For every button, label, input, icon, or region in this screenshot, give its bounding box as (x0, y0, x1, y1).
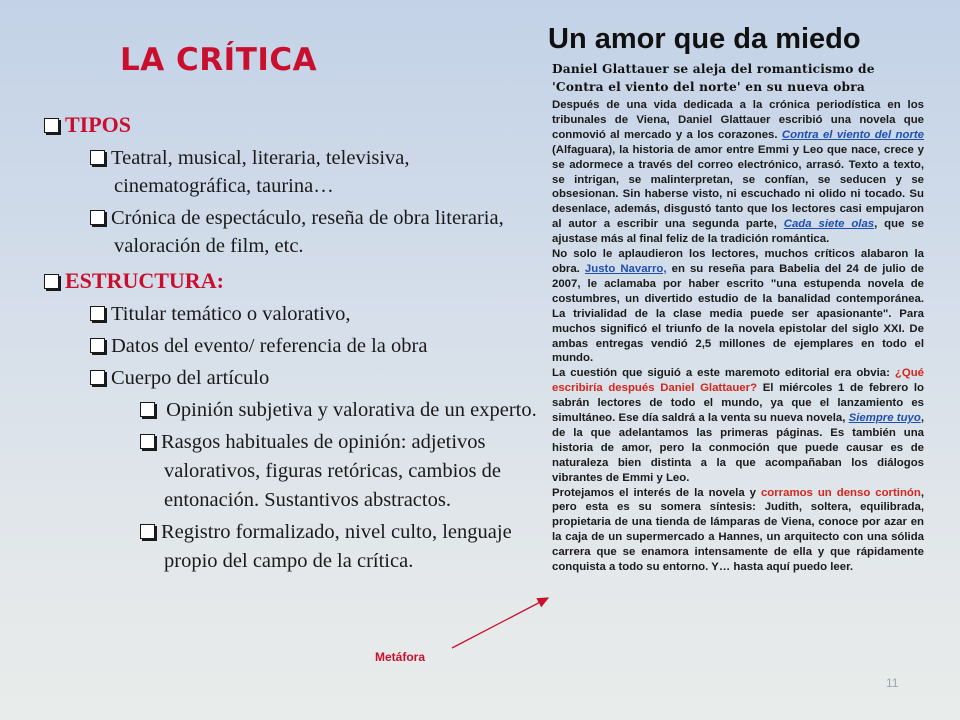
list-item: Titular temático o valorativo, (90, 300, 544, 328)
sub-list-item: Opinión subjetiva y valorativa de un experto. (140, 396, 544, 425)
book-link-contra-el-viento[interactable]: Contra el viento del norte (781, 128, 925, 141)
author-link-justo-navarro[interactable]: Justo Navarro, (584, 262, 667, 275)
list-item: Teatral, musical, literaria, televisiva, cinematográfica, taurina… (90, 144, 544, 200)
article-paragraph: No solo le aplaudieron los lectores, muchos críticos alabaron la obra. Justo Navarro, en su reseña para Babelia del 24 de julio de 2007, le aclamaba por haber escrito "una estupenda novela de costumbres, un divertido estudio de la banalidad contemporánea. La trivialidad de la clase media puede ser apasionante". Para muchos significó el triunfo de la novela epistolar del siglo XXI. De ambas entregas vendió 2,5 millones de ejemplares en todo el mundo. (552, 248, 925, 365)
sub-list-item: Rasgos habituales de opinión: adjetivos valorativos, figuras retóricas, cambios de entonación. Sustantivos abstractos. (140, 428, 544, 515)
slide-title: LA CRÍTICA (120, 42, 318, 78)
article-paragraph: La cuestión que siguió a este maremoto editorial era obvia: ¿Qué escribiría después Daniel Glattauer? El miércoles 1 de febrero lo sabrán lectores de todo el mundo, ya que el lanzamiento es simultáneo. Ese día saldrá a la venta su nueva novela, Siempre tuyo, de la que adelantamos las primeras páginas. Es también una historia de amor, pero la conmoción que puede causar es de naturaleza bien distinta a la que acompañaban los diálogos vibrantes de Emmi y Leo. (552, 367, 924, 484)
page-number: 11 (886, 676, 899, 690)
estructura-heading: ESTRUCTURA: (44, 264, 544, 298)
article-subheadline: Daniel Glattauer se aleja del romanticismo de 'Contra el viento del norte' en su nueva obra (552, 62, 875, 94)
article-headline: Un amor que da miedo (548, 23, 861, 55)
book-link-siempre-tuyo[interactable]: Siempre tuyo (848, 412, 921, 425)
list-item: Cuerpo del artículo (90, 364, 544, 392)
article-paragraph: Después de una vida dedicada a la crónica periodística en los tribunales de Viena, Daniel Glattauer escribió una novela que conmovió al mercado y a los corazones. Contra el viento del norte (Alfaguara), la historia de amor entre Emmi y Leo que nace, crece y se adormece a través del correo electrónico, arrasó. Texto a texto, se intrigan, se malinterpretan, se confían, se seducen y se obsesionan. Sin haberse visto, ni escuchado ni olido ni tocado. Su desenlace, además, disgustó tanto que los lectores casi empujaron al autor a escribir una segunda parte, Cada siete olas, que se ajustase más al final feliz de la tradición romántica. (552, 99, 925, 246)
highlighted-metaphor: corramos un denso cortinón (760, 486, 921, 499)
article-paragraph: Protejamos el interés de la novela y corramos un denso cortinón, pero esta es su somera síntesis: Judith, soltera, equilibrada, propietaria de una tienda de lámparas de Viena, conoce por azar en la caja de un supermercado a Hannes, un arquitecto con una sólida carrera que se enamora intensamente de ella y que rápidamente conquista a todo su entorno. Y… hasta aquí puedo leer. (552, 486, 924, 574)
book-link-cada-siete-olas[interactable]: Cada siete olas (783, 218, 875, 231)
annotation-label: Metáfora (375, 650, 426, 664)
tipos-heading: TIPOS (44, 108, 544, 142)
list-item: Crónica de espectáculo, reseña de obra literaria, valoración de film, etc. (90, 204, 544, 260)
list-item: Datos del evento/ referencia de la obra (90, 332, 544, 360)
sub-list-item: Registro formalizado, nivel culto, lenguaje propio del campo de la crítica. (140, 518, 544, 576)
highlighted-question: ¿Qué escribiría después Daniel Glattauer? (552, 367, 924, 395)
